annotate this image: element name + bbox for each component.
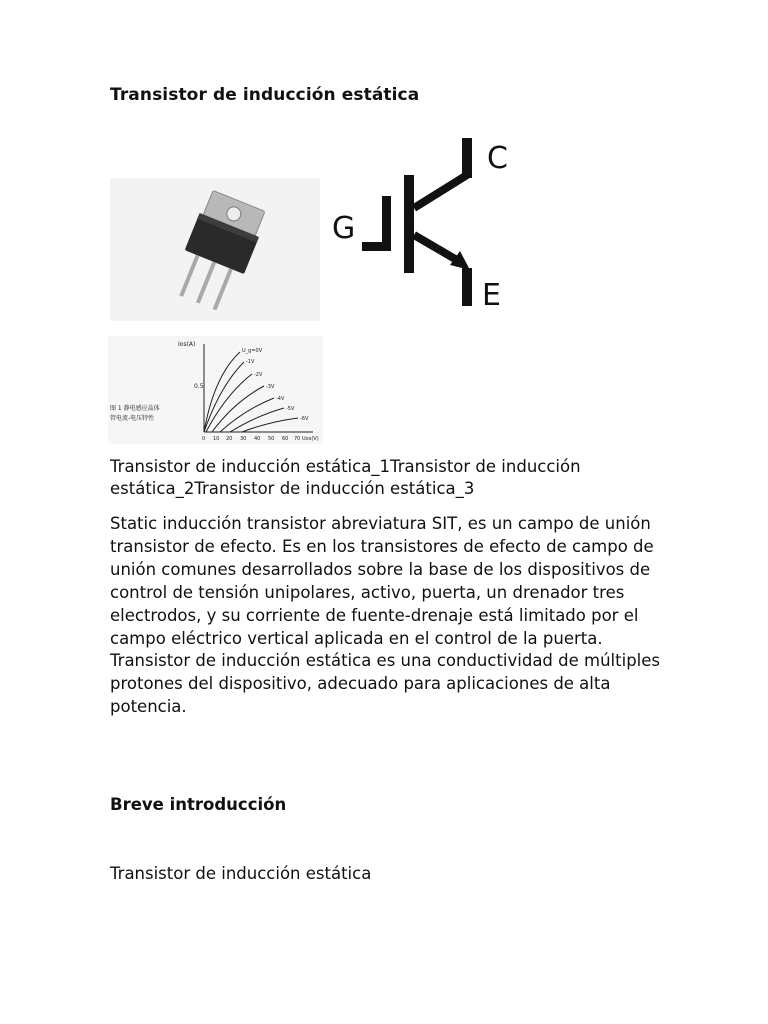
iv-graph-drawing	[108, 336, 323, 444]
figure-caption-line-2: 管电流-电压特性	[110, 415, 155, 422]
x-tick-label: 70	[294, 436, 301, 442]
curve-label: -2V	[254, 372, 263, 378]
section-text: Transistor de inducción estática	[110, 864, 372, 883]
gate-label: G	[332, 211, 356, 246]
body-paragraph: Static inducción transistor abreviatura SIT, es un campo de unión transistor de efecto. Es en los transistores de efecto de campo de unión comunes desarrollados sobre la base de los dispositivos de control de tensión unipolares, activo, puerta, un drenador tres electrodos, y su corriente de fuente-drenaje está limitado por el campo eléctrico vertical aplicada en el control de la puerta. Transistor de inducción estática es una conductividad de múltiples protones del dispositivo, adecuado para aplicaciones de alta potencia.	[110, 514, 660, 717]
curve-label: -1V	[246, 359, 255, 365]
x-tick-label: 50	[268, 436, 275, 442]
collector-label: C	[487, 141, 508, 176]
y-tick-label: 0.5	[194, 383, 204, 390]
x-tick-label: 20	[226, 436, 233, 442]
emitter-label: E	[482, 278, 501, 313]
x-tick-label: 0	[202, 436, 206, 442]
transistor-photo	[110, 178, 320, 321]
page-title: Transistor de inducción estática	[110, 85, 420, 105]
image-caption: Transistor de inducción estática_1Transistor de inducción estática_2Transistor de inducción estática_3	[110, 457, 581, 498]
x-tick-label: 10	[213, 436, 220, 442]
curve-label: -6V	[300, 416, 309, 422]
iv-characteristic-graph	[108, 336, 323, 444]
curve-label: -3V	[266, 384, 275, 390]
x-axis-label: Uos(V)	[302, 436, 319, 442]
curve-label: U_g=0V	[242, 348, 263, 354]
x-tick-label: 60	[282, 436, 289, 442]
curve-label: -5V	[286, 406, 295, 412]
sit-symbol-diagram	[322, 120, 522, 320]
x-tick-label: 40	[254, 436, 261, 442]
x-tick-label: 30	[240, 436, 247, 442]
section-heading: Breve introducción	[110, 795, 287, 814]
figure-caption-line-1: 图 1 静电感应晶体	[110, 405, 160, 412]
y-axis-label: Ios(A)	[178, 341, 196, 348]
sit-symbol-drawing	[322, 120, 522, 320]
curve-label: -4V	[276, 396, 285, 402]
transistor-photo-drawing	[110, 178, 320, 321]
